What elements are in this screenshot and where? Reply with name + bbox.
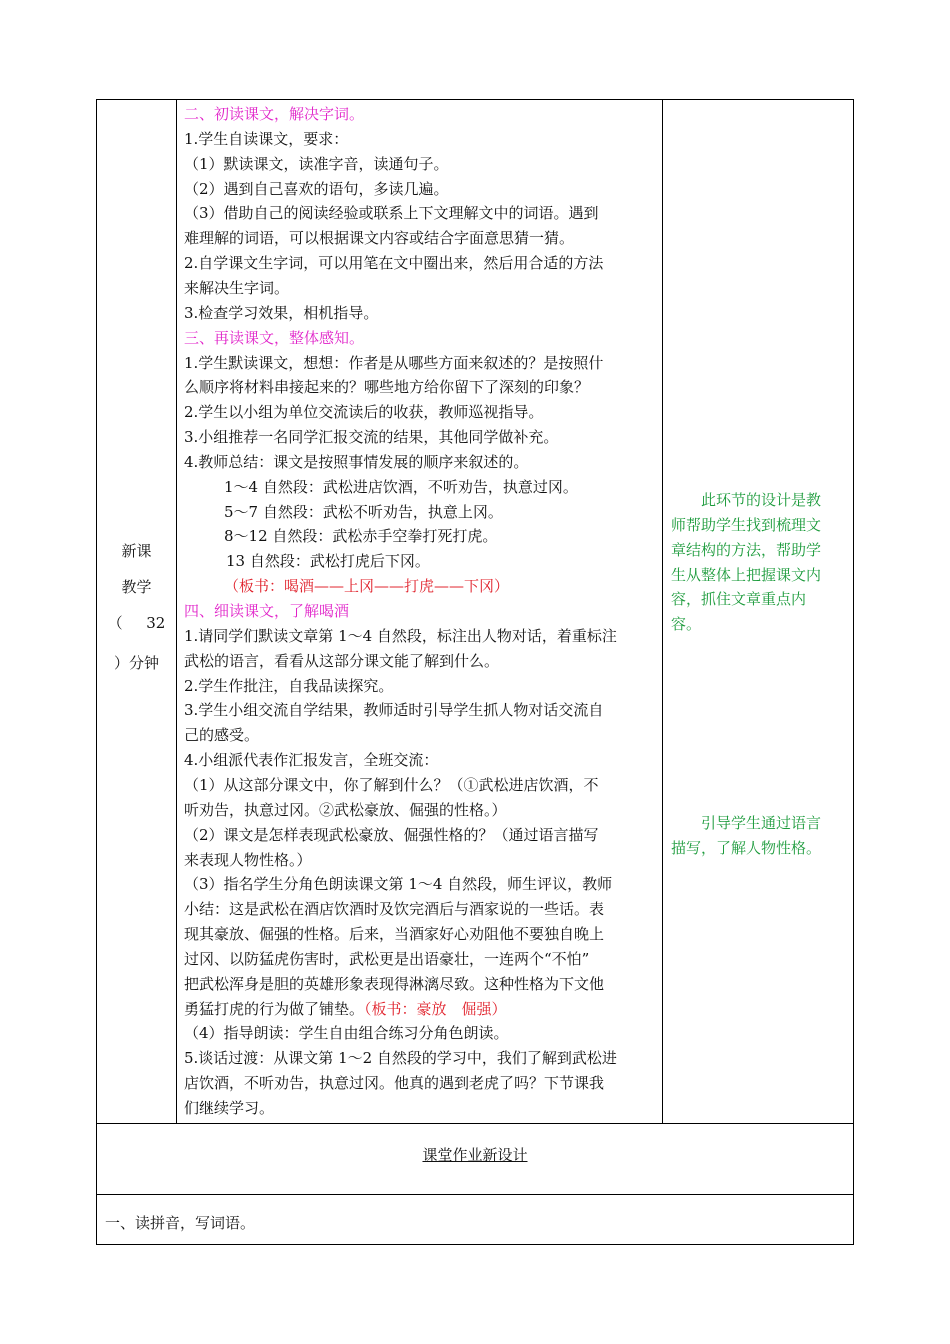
homework-title: 课堂作业新设计 — [422, 1146, 528, 1164]
line-text: 2.学生以小组为单位交流读后的收获，教师巡视指导。 — [184, 403, 544, 422]
line-text: （3）借助自己的阅读经验或联系上下文理解文中的词语。遇到 — [184, 204, 599, 223]
content-line — [184, 303, 378, 323]
board-note — [224, 576, 509, 596]
line-text: 3.检查学习效果，相机指导。 — [184, 303, 379, 322]
content-line — [184, 402, 543, 422]
line-text: 1.学生默读课文，想想：作者是从哪些方面来叙述的？是按照什 — [184, 353, 604, 372]
line-text: 2.学生作批注，自我品读探究。 — [184, 676, 394, 695]
content-line — [184, 676, 393, 696]
line-text: 来解决生字词。 — [184, 278, 290, 297]
line-text: （3）指名学生分角色朗读课文第 1～4 自然段，师生评议，教师 — [184, 875, 613, 894]
content-line — [184, 651, 499, 671]
line-text: 己的感受。 — [184, 726, 260, 745]
content-line — [184, 626, 617, 646]
homework-question: 一、读拼音，写词语。 — [105, 1214, 256, 1232]
line-text: （2）课文是怎样表现武松豪放、倔强性格的？（通过语言描写 — [184, 825, 599, 844]
content-line — [184, 974, 604, 994]
line-text: （4）指导朗读：学生自由组合练习分角色朗读。 — [184, 1024, 509, 1043]
content-line — [224, 477, 578, 497]
line-text: 武松的语言，看看从这部分课文能了解到什么。 — [184, 651, 500, 670]
content-line — [184, 750, 438, 770]
line-text: 13 自然段：武松打虎后下冈。 — [226, 552, 430, 571]
line-text: 勇猛打虎的行为做了铺垫。 — [184, 999, 365, 1018]
row-divider — [97, 1194, 853, 1195]
design-note-line: 描写，了解人物性格。 — [671, 838, 822, 857]
design-note-line: 生从整体上把握课文内 — [671, 565, 822, 584]
section-label-line: 教学 — [121, 578, 152, 596]
line-text: 3.小组推荐一名同学汇报交流的结果，其他同学做补充。 — [184, 428, 559, 447]
content-line — [184, 1073, 604, 1093]
line-text: 小结：这是武松在酒店饮酒时及饮完酒后与酒家说的一些话。表 — [184, 900, 605, 919]
content-line — [184, 775, 599, 795]
content-line — [184, 1023, 509, 1043]
content-line — [184, 800, 507, 820]
content-line — [184, 924, 604, 944]
content-line — [184, 353, 603, 373]
design-note-line: 师帮助学生找到梳理文 — [671, 515, 822, 534]
content-line — [184, 377, 589, 397]
content-line — [184, 874, 612, 894]
content-line — [184, 129, 348, 149]
content-line — [184, 452, 528, 472]
line-text: 3.学生小组交流自学结果，教师适时引导学生抓人物对话交流自 — [184, 701, 604, 720]
content-line — [184, 278, 289, 298]
content-line — [184, 203, 599, 223]
design-note-line: 容，抓住文章重点内 — [671, 590, 807, 609]
line-text: 2.自学课文生字词，可以用笔在文中圈出来，然后用合适的方法 — [184, 254, 604, 273]
line-text: 二、初读课文，解决字词。 — [184, 105, 365, 123]
line-text: 8～12 自然段：武松赤手空拳打死打虎。 — [224, 527, 498, 546]
line-text: 店饮酒，不听劝告，执意过冈。他真的遇到老虎了吗？下节课我 — [184, 1074, 605, 1093]
duration-open: （ — [107, 614, 123, 632]
content-line — [224, 502, 503, 522]
line-text: 把武松浑身是胆的英雄形象表现得淋漓尽致。这种性格为下文他 — [184, 974, 605, 993]
line-text: 现其豪放、倔强的性格。后来，当酒家好心劝阻他不要独自晚上 — [184, 925, 605, 944]
line-text: 1.请同学们默读文章第 1～4 自然段，标注出人物对话，着重标注 — [184, 626, 617, 645]
design-note-line: 章结构的方法，帮助学 — [671, 540, 822, 559]
content-line — [184, 179, 449, 199]
board-note: （板书：豪放 倔强） — [364, 999, 507, 1018]
content-line — [226, 551, 430, 571]
column-divider — [176, 100, 177, 1124]
line-text: 4.小组派代表作汇报发言，全班交流： — [184, 751, 439, 770]
line-text: 么顺序将材料串接起来的？哪些地方给你留下了深刻的印象？ — [184, 378, 590, 397]
line-text: 1.学生自读课文，要求： — [184, 129, 349, 148]
content-line — [184, 1048, 617, 1068]
section-heading — [184, 601, 349, 621]
line-text: （1）默读课文，读准字音，读通句子。 — [184, 154, 449, 173]
section-heading — [184, 328, 364, 348]
content-line — [184, 949, 589, 969]
design-note-line: 容。 — [671, 615, 702, 634]
section-label-cell — [97, 100, 176, 1124]
line-text: 5～7 自然段：武松不听劝告，执意上冈。 — [224, 502, 503, 521]
line-text: 4.教师总结：课文是按照事情发展的顺序来叙述的。 — [184, 452, 529, 471]
line-text: 难理解的词语，可以根据课文内容或结合字面意思猜一猜。 — [184, 229, 575, 248]
content-line — [224, 526, 497, 546]
line-text: 来表现人物性格。） — [184, 850, 312, 869]
line-text: 们继续学习。 — [184, 1099, 275, 1117]
content-line — [184, 154, 449, 174]
line-text: 5.谈话过渡：从课文第 1～2 自然段的学习中，我们了解到武松进 — [184, 1049, 617, 1068]
duration-value: 32 — [146, 614, 166, 632]
line-text: （板书：喝酒——上冈——打虎——下冈） — [224, 577, 510, 596]
section-label-line: 新课 — [121, 542, 152, 560]
line-text: （1）从这部分课文中，你了解到什么？（①武松进店饮酒，不 — [184, 775, 599, 794]
line-text: 听劝告，执意过冈。②武松豪放、倔强的性格。） — [184, 800, 507, 819]
content-line — [184, 700, 603, 720]
section-label-line: ）分钟 — [113, 654, 159, 672]
content-line — [184, 427, 558, 447]
design-notes-cell — [665, 100, 851, 1124]
line-text: 四、细读课文，了解喝酒 — [184, 602, 350, 620]
content-line — [184, 253, 603, 273]
line-text: 三、再读课文，整体感知。 — [184, 328, 365, 347]
line-text: 过冈、以防猛虎伤害时，武松更是出语豪壮，一连两个“不怕” — [184, 949, 590, 968]
content-line — [184, 850, 312, 870]
content-line — [184, 1098, 274, 1118]
content-line — [184, 725, 259, 745]
design-note-line: 此环节的设计是教 — [671, 491, 822, 509]
design-note-line: 引导学生通过语言 — [671, 814, 822, 832]
line-text: 1～4 自然段：武松进店饮酒，不听劝告，执意过冈。 — [224, 477, 578, 496]
lesson-table — [96, 99, 854, 1245]
column-divider — [662, 100, 663, 1124]
content-line — [184, 228, 574, 248]
lesson-content-cell — [180, 100, 662, 1124]
duration-line — [97, 612, 176, 633]
content-line — [184, 899, 604, 919]
line-text: （2）遇到自己喜欢的语句，多读几遍。 — [184, 179, 449, 198]
content-line — [184, 999, 507, 1019]
section-heading — [184, 104, 364, 124]
content-line — [184, 825, 599, 845]
